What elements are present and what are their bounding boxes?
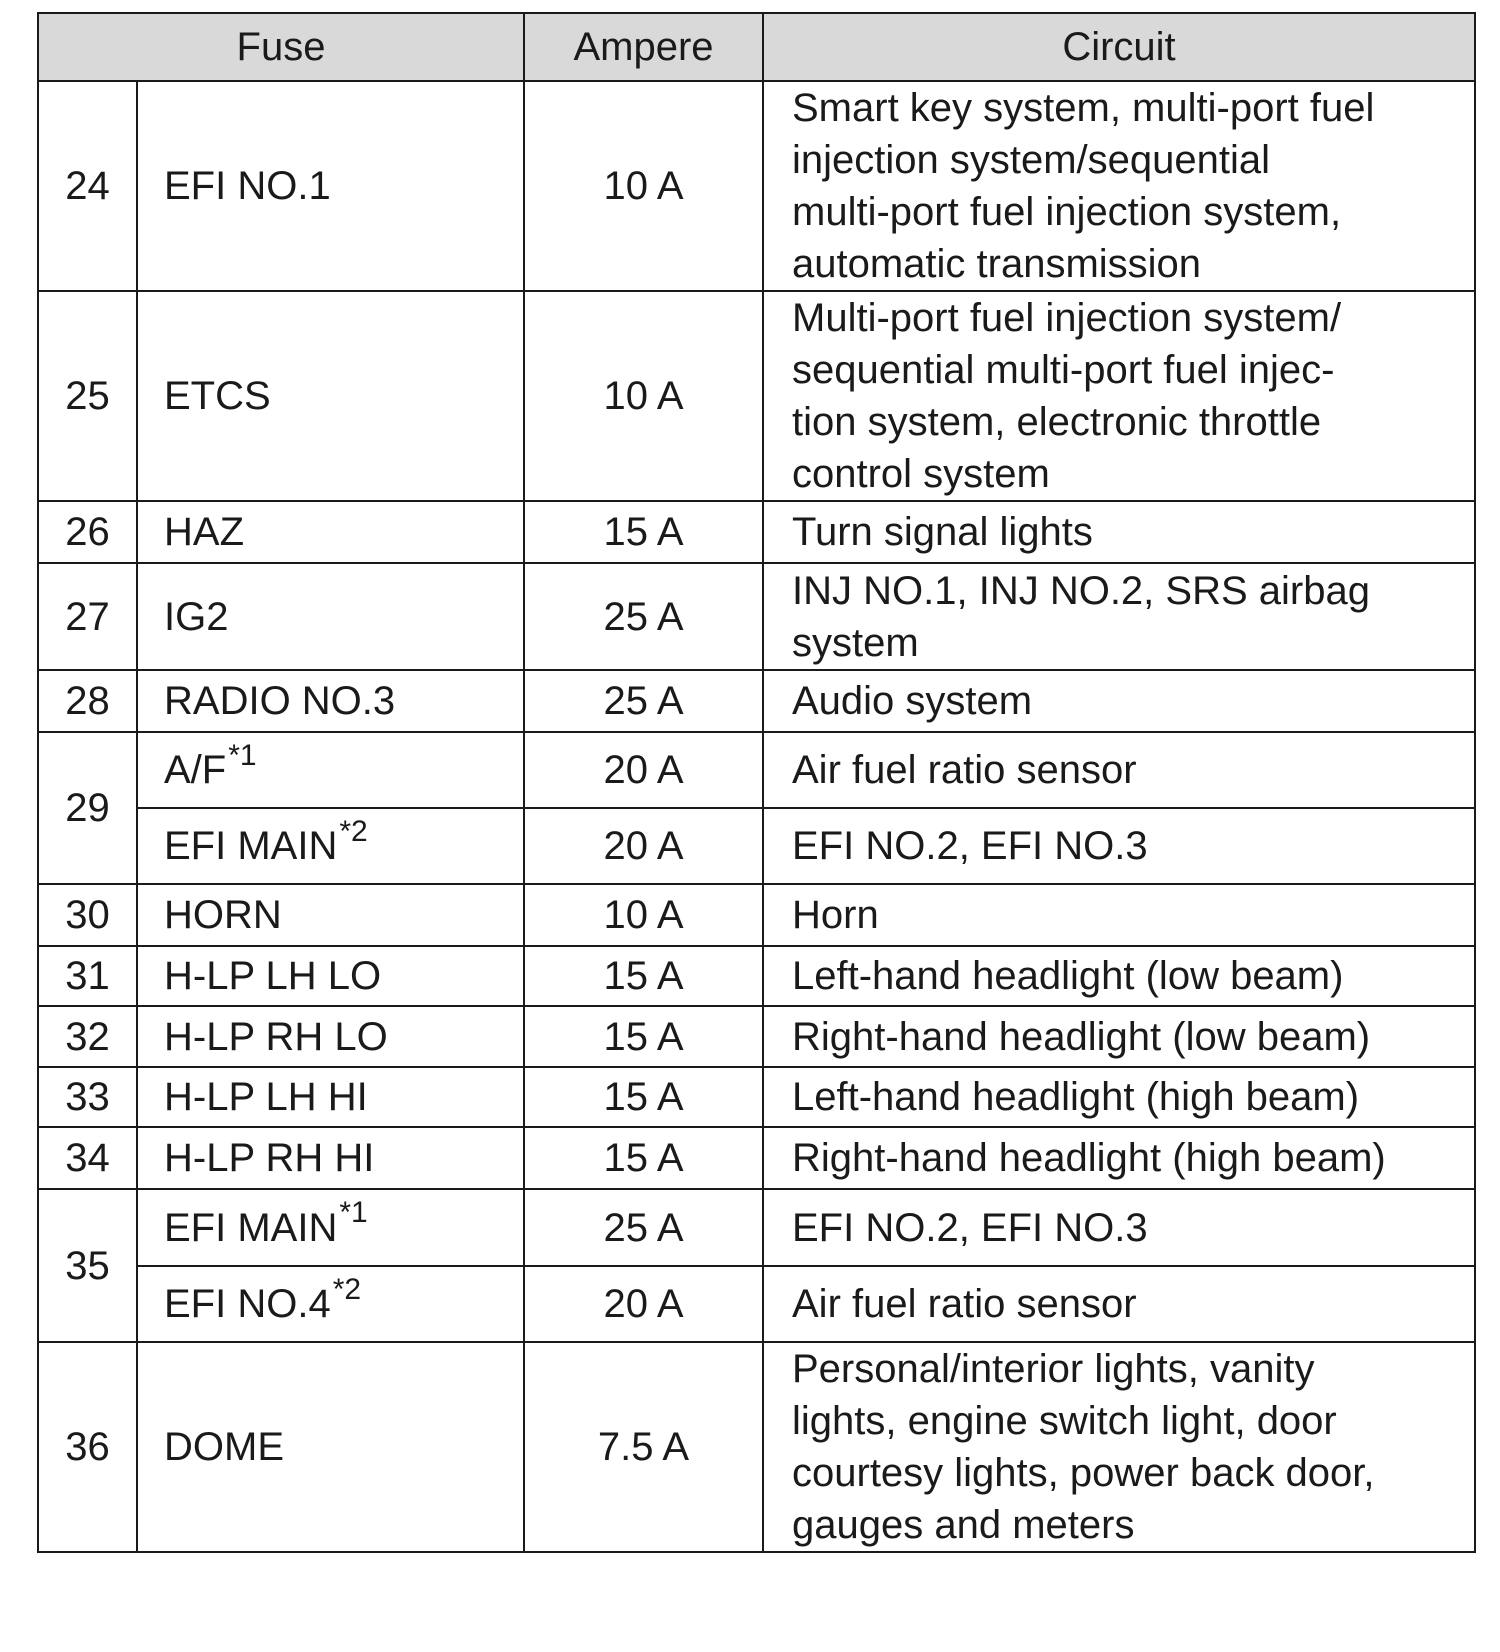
circuit-line: courtesy lights, power back door, [792,1451,1375,1495]
circuit-line: gauges and meters [792,1503,1135,1547]
circuit-line: EFI NO.2, EFI NO.3 [792,824,1148,868]
fuse-number: 25 [38,291,137,501]
circuit-line: EFI NO.2, EFI NO.3 [792,1205,1148,1250]
circuit-line: injection system/sequential [792,138,1271,182]
fuse-circuit [763,732,1475,808]
fuse-ampere: 10 A [524,81,763,291]
circuit-line: lights, engine switch light, door [792,1399,1337,1443]
table-row [38,81,1475,291]
fuse-number: 26 [38,501,137,563]
fuse-ampere: 25 A [524,563,763,670]
fuse-circuit [763,501,1475,563]
fuse-circuit [763,1067,1475,1127]
table-row [38,1127,1475,1189]
header-ampere: Ampere [524,13,763,81]
circuit-line: Audio system [792,679,1033,723]
circuit-line: Personal/interior lights, vanity [792,1347,1315,1391]
footnote-marker: *2 [332,1272,362,1306]
circuit-line: Multi-port fuel injection system/ [792,296,1342,340]
fuse-name: IG2 [137,563,524,670]
fuse-name: EFI NO.1 [137,81,524,291]
circuit-line: system [792,620,919,665]
fuse-ampere: 15 A [524,946,763,1006]
circuit-line: Left-hand headlight (high beam) [792,1075,1360,1119]
fuse-name: DOME [137,1342,524,1552]
circuit-line: sequential multi-port fuel injec- [792,348,1335,392]
fuse-ampere: 15 A [524,1127,763,1189]
table-row [38,1342,1475,1552]
table-row [38,670,1475,732]
circuit-line: Air fuel ratio sensor [792,748,1137,792]
fuse-circuit [763,563,1475,670]
table-row [38,1189,1475,1266]
table-row [38,808,1475,884]
table-row [38,1006,1475,1067]
fuse-name: H-LP RH HI [137,1127,524,1189]
fuse-name: RADIO NO.3 [137,670,524,732]
fuse-circuit [763,1189,1475,1266]
footnote-marker: *2 [339,814,368,848]
fuse-number: 27 [38,563,137,670]
fuse-circuit [763,808,1475,884]
header-circuit: Circuit [763,13,1475,81]
fuse-ampere: 20 A [524,1266,763,1342]
header-fuse: Fuse [38,13,524,81]
fuse-name: H-LP LH LO [137,946,524,1006]
fuse-number: 24 [38,81,137,291]
circuit-line: Air fuel ratio sensor [792,1282,1137,1326]
fuse-name: HAZ [137,501,524,563]
fuse-name: H-LP LH HI [137,1067,524,1127]
circuit-line: automatic transmission [792,242,1202,286]
fuse-circuit [763,1127,1475,1189]
fuse-circuit [763,670,1475,732]
table-row [38,291,1475,501]
fuse-ampere: 15 A [524,1067,763,1127]
circuit-line: Smart key system, multi-port fuel [792,86,1375,130]
fuse-number: 29 [38,732,137,884]
fuse-ampere: 20 A [524,732,763,808]
fuse-circuit [763,1266,1475,1342]
circuit-line: Right-hand headlight (high beam) [792,1136,1386,1180]
circuit-line: Turn signal lights [792,510,1093,554]
fuse-ampere: 25 A [524,670,763,732]
fuse-ampere: 10 A [524,884,763,946]
fuse-name: HORN [137,884,524,946]
fuse-number: 28 [38,670,137,732]
circuit-line: Right-hand headlight (low beam) [792,1014,1371,1059]
fuse-circuit [763,884,1475,946]
footnote-marker: *1 [339,1196,368,1230]
fuse-name: EFI MAIN$^{*2}$ [137,808,524,884]
fuse-number: 34 [38,1127,137,1189]
fuse-ampere: 25 A [524,1189,763,1266]
fuse-name: EFI NO.4$^{*2}$ [137,1266,524,1342]
fuse-number: 33 [38,1067,137,1127]
header-row [38,13,1475,81]
table-row [38,884,1475,946]
fuse-name: H-LP RH LO [137,1006,524,1067]
table-row [38,563,1475,670]
fuse-circuit [763,81,1475,291]
fuse-number: 35 [38,1189,137,1342]
table-row [38,732,1475,808]
circuit-line: Left-hand headlight (low beam) [792,954,1344,998]
circuit-line: Horn [792,893,879,937]
footnote-marker: *1 [228,738,257,772]
fuse-number: 30 [38,884,137,946]
table-row [38,946,1475,1006]
fuse-circuit [763,291,1475,501]
circuit-line: control system [792,452,1050,496]
fuse-number: 36 [38,1342,137,1552]
fuse-number: 31 [38,946,137,1006]
circuit-line: tion system, electronic throttle [792,400,1322,444]
circuit-line: INJ NO.1, INJ NO.2, SRS airbag [792,568,1370,613]
fuse-ampere: 10 A [524,291,763,501]
fuse-name: $A/F^{*1}$ [137,732,524,808]
fuse-ampere: 15 A [524,501,763,563]
circuit-line: multi-port fuel injection system, [792,190,1342,234]
table-row [38,501,1475,563]
fuse-ampere: 15 A [524,1006,763,1067]
fuse-ampere: 20 A [524,808,763,884]
fuse-circuit [763,1342,1475,1552]
fuse-number: 32 [38,1006,137,1067]
fuse-ampere: 7.5 A [524,1342,763,1552]
fuse-circuit [763,946,1475,1006]
table-row [38,1266,1475,1342]
fuse-circuit [763,1006,1475,1067]
table-row [38,1067,1475,1127]
fuse-name: ETCS [137,291,524,501]
fuse-name: EFI MAIN$^{*1}$ [137,1189,524,1266]
fuse-table [37,12,1476,1553]
